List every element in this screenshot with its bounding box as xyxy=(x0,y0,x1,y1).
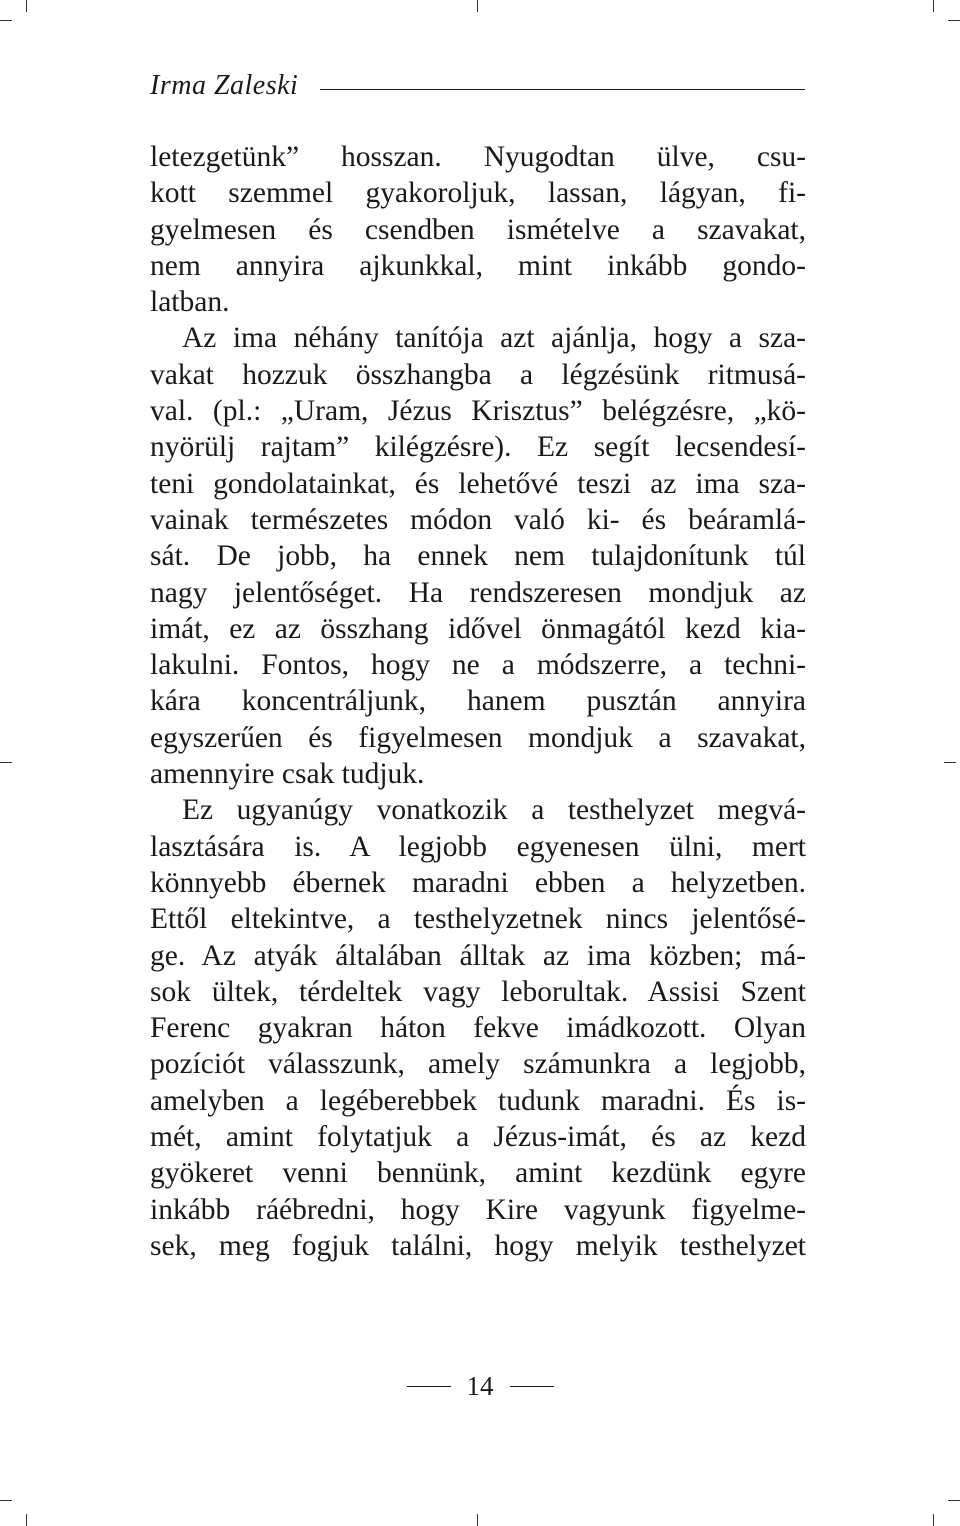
folio-rule-left xyxy=(407,1386,451,1387)
crop-mark-bottom-left-h xyxy=(0,1500,12,1501)
text-line: nagy jelentőséget. Ha rendszeresen mondjuk az xyxy=(150,576,806,609)
text-line: ge. Az atyák általában álltak az ima közben; má- xyxy=(150,939,806,972)
text-line: lakulni. Fontos, hogy ne a módszerre, a techni- xyxy=(150,649,806,682)
crop-mark-bottom-right-v xyxy=(933,1514,934,1526)
text-line: Ferenc gyakran háton fekve imádkozott. Olyan xyxy=(150,1012,806,1045)
text-line: sát. De jobb, ha ennek nem tulajdonítunk túl xyxy=(150,540,806,573)
header-rule xyxy=(320,89,805,90)
crop-mark-mid-left-h xyxy=(0,762,12,763)
folio-rule-right xyxy=(510,1386,554,1387)
crop-mark-top-right-v xyxy=(933,0,934,12)
text-line: sok ültek, térdeltek vagy leborultak. Assisi Szent xyxy=(150,975,806,1008)
crop-mark-bottom-left-v xyxy=(26,1514,27,1526)
text-line: amelyben a legéberebbek tudunk maradni. És is- xyxy=(150,1084,806,1117)
text-line: Az ima néhány tanítója azt ajánlja, hogy a sza- xyxy=(182,322,806,355)
text-line: sek, meg fogjuk találni, hogy melyik testhelyzet xyxy=(150,1229,806,1262)
text-line: gyökeret venni bennünk, amint kezdünk egyre xyxy=(150,1157,806,1190)
author-name: Irma Zaleski xyxy=(150,70,299,101)
text-line: kott szemmel gyakoroljuk, lassan, lágyan, fi- xyxy=(150,177,806,210)
text-line: Ez ugyanúgy vonatkozik a testhelyzet megvá- xyxy=(182,794,806,827)
text-line: letezgetünk” hosszan. Nyugodtan ülve, csu- xyxy=(150,141,806,173)
text-line: gyelmesen és csendben ismételve a szavakat, xyxy=(150,213,806,246)
text-line: nem annyira ajkunkkal, mint inkább gondo- xyxy=(150,249,806,282)
crop-mark-top-right-h xyxy=(948,20,960,21)
text-line: Ettől eltekintve, a testhelyzetnek nincs jelentősé- xyxy=(150,903,806,936)
crop-mark-top-center-v xyxy=(477,0,478,12)
text-line: latban. xyxy=(150,286,230,319)
text-line: egyszerűen és figyelmesen mondjuk a szavakat, xyxy=(150,721,806,754)
text-line: könnyebb ébernek maradni ebben a helyzetben. xyxy=(150,866,806,899)
page-footer xyxy=(380,1368,580,1404)
text-line: pozíciót válasszunk, amely számunkra a legjobb, xyxy=(150,1048,806,1081)
crop-mark-mid-right-h xyxy=(944,762,956,763)
text-line: amennyire csak tudjuk. xyxy=(150,758,425,791)
text-line: vainak természetes módon való ki- és beáramlá- xyxy=(150,503,806,536)
crop-mark-bottom-right-h xyxy=(948,1500,960,1501)
text-line: val. (pl.: „Uram, Jézus Krisztus” belégzésre, „kö- xyxy=(150,395,806,428)
text-line: imát, ez az összhang idővel önmagától kezd kia- xyxy=(150,612,806,645)
text-line: mét, amint folytatjuk a Jézus-imát, és az kezd xyxy=(150,1121,806,1154)
text-line: kára koncentráljunk, hanem pusztán annyira xyxy=(150,685,806,718)
crop-mark-top-left-v xyxy=(26,0,27,12)
body-text xyxy=(150,139,806,1264)
text-line: inkább ráébredni, hogy Kire vagyunk figyelme- xyxy=(150,1193,806,1226)
crop-mark-top-left-h xyxy=(0,20,12,21)
text-line: lasztására is. A legjobb egyenesen ülni, mert xyxy=(150,830,806,863)
text-line: teni gondolatainkat, és lehetővé teszi az ima sza- xyxy=(150,467,806,500)
page-number: 14 xyxy=(466,1370,494,1401)
running-header xyxy=(150,66,805,106)
text-line: nyörülj rajtam” kilégzésre). Ez segít lecsendesí- xyxy=(150,431,806,464)
text-line: vakat hozzuk összhangba a légzésünk ritmusá- xyxy=(150,358,806,391)
crop-mark-bottom-center-v xyxy=(477,1514,478,1526)
